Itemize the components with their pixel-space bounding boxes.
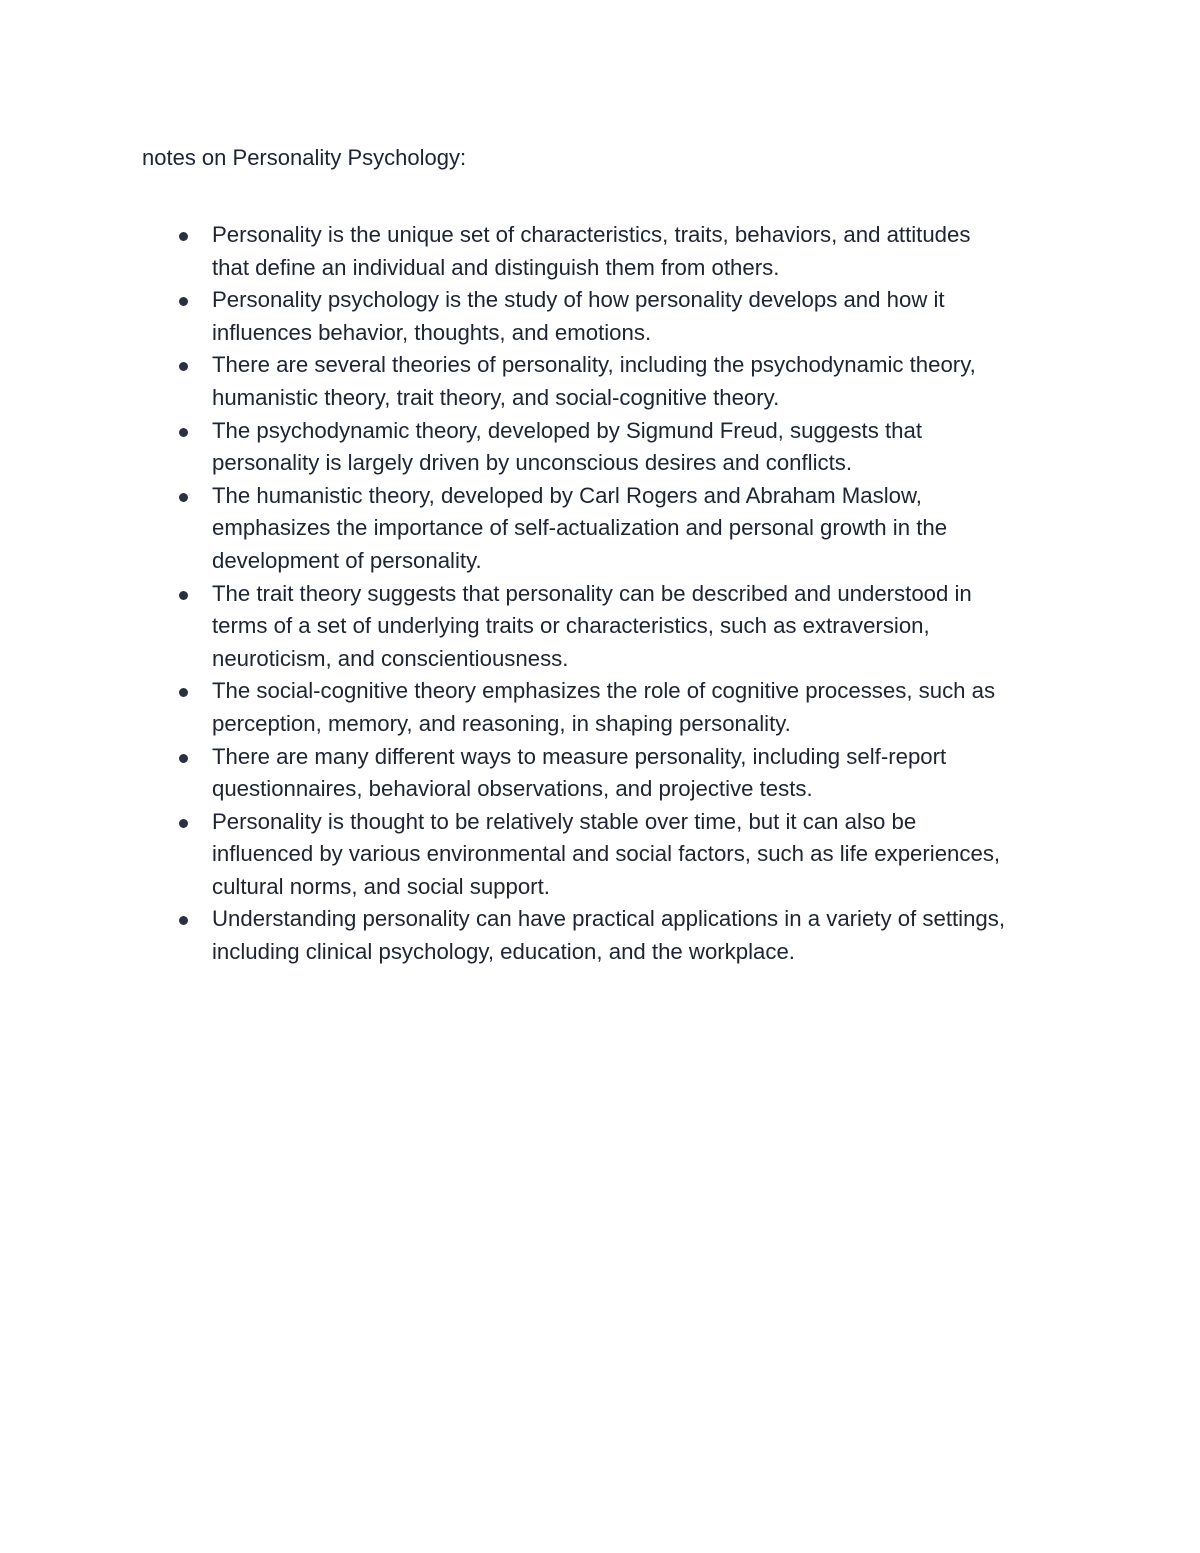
list-item-line: There are many different ways to measure personality, including self-report — [212, 743, 947, 769]
list-item-line: emphasizes the importance of self-actualization and personal growth in the — [212, 515, 948, 541]
list-item — [170, 480, 1070, 578]
list-item-line: including clinical psychology, education, and the workplace. — [212, 939, 795, 965]
list-item-line: personality is largely driven by unconscious desires and conflicts. — [212, 450, 853, 476]
list-item-line: that define an individual and distinguish them from others. — [212, 254, 780, 280]
bullet-dot-icon — [179, 819, 188, 828]
bullet-dot-icon — [179, 493, 188, 502]
bullet-dot-icon — [179, 362, 188, 371]
list-item-line: humanistic theory, trait theory, and social-cognitive theory. — [212, 384, 780, 410]
list-item-line: influences behavior, thoughts, and emotions. — [212, 319, 652, 345]
bullet-dot-icon — [179, 591, 188, 600]
bullet-dot-icon — [179, 428, 188, 437]
list-item-line: development of personality. — [212, 547, 482, 573]
list-item-line: The psychodynamic theory, developed by Sigmund Freud, suggests that — [212, 417, 922, 443]
list-item-line: The trait theory suggests that personality can be described and understood in — [212, 580, 972, 606]
list-item-line: There are several theories of personality, including the psychodynamic theory, — [212, 352, 976, 378]
list-item-line: The humanistic theory, developed by Carl Rogers and Abraham Maslow, — [212, 482, 922, 508]
list-item-line: questionnaires, behavioral observations, and projective tests. — [212, 776, 813, 802]
list-item — [170, 903, 1070, 968]
list-item-line: Personality is the unique set of characteristics, traits, behaviors, and attitudes — [212, 222, 971, 247]
bullet-dot-icon — [179, 754, 188, 763]
page-title: notes on Personality Psychology: — [142, 145, 467, 170]
list-item-line: terms of a set of underlying traits or characteristics, such as extraversion, — [212, 613, 930, 639]
list-item-line: Personality psychology is the study of how personality develops and how it — [212, 287, 945, 313]
list-item-line: perception, memory, and reasoning, in shaping personality. — [212, 710, 791, 736]
list-item — [170, 219, 1070, 284]
list-item — [170, 741, 1070, 806]
list-item-line: influenced by various environmental and social factors, such as life experiences, — [212, 841, 1001, 867]
list-item-line: cultural norms, and social support. — [212, 873, 550, 899]
bullet-dot-icon — [179, 232, 188, 241]
list-item-line: Understanding personality can have practical applications in a variety of settings, — [212, 906, 1006, 932]
list-item-line: Personality is thought to be relatively stable over time, but it can also be — [212, 808, 917, 834]
list-item — [170, 284, 1070, 349]
list-item — [170, 349, 1070, 414]
list-item-line: neuroticism, and conscientiousness. — [212, 645, 569, 671]
bullet-list — [170, 219, 1070, 969]
list-item — [170, 675, 1070, 740]
bullet-dot-icon — [179, 688, 188, 697]
bullet-dot-icon — [179, 297, 188, 306]
list-item — [170, 806, 1070, 904]
list-item-line: The social-cognitive theory emphasizes the role of cognitive processes, such as — [212, 678, 996, 704]
list-item — [170, 415, 1070, 480]
list-item — [170, 578, 1070, 676]
bullet-dot-icon — [179, 916, 188, 925]
